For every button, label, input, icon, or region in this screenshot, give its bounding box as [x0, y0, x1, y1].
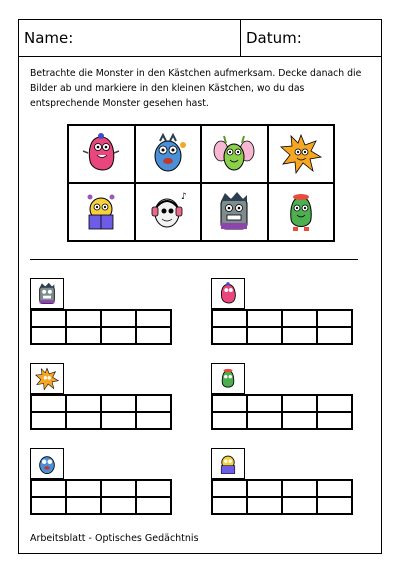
answer-grid — [30, 479, 172, 515]
name-field[interactable] — [19, 20, 241, 56]
header-table — [18, 19, 382, 57]
answer-box[interactable] — [66, 395, 101, 412]
answer-box[interactable] — [317, 412, 352, 429]
monster-cell-6 — [135, 183, 202, 241]
answer-box[interactable] — [136, 327, 171, 344]
blue-monster-icon — [34, 451, 60, 477]
yellow-reading-monster-icon — [78, 189, 124, 235]
name-label: Name: — [24, 29, 74, 47]
answer-box[interactable] — [31, 412, 66, 429]
monster-cell-4 — [268, 125, 335, 183]
task-grey-monster — [30, 278, 172, 345]
task-pink-monster — [211, 278, 353, 345]
answer-box[interactable] — [317, 395, 352, 412]
answer-box[interactable] — [66, 412, 101, 429]
answer-box[interactable] — [31, 327, 66, 344]
answer-box[interactable] — [317, 480, 352, 497]
pink-monster-icon — [78, 131, 124, 177]
monster-cell-3 — [201, 125, 268, 183]
answer-box[interactable] — [101, 310, 136, 327]
grey-monster-icon — [34, 281, 60, 307]
answer-grid — [211, 394, 353, 430]
answer-box[interactable] — [247, 480, 282, 497]
task-thumbnail — [30, 448, 64, 479]
answer-box[interactable] — [101, 497, 136, 514]
instructions-text: Betrachte die Monster in den Kästchen aufmerksam. Decke danach die Bilder ab und markiere in den kleinen Kästchen, wo du das entsprechende Monster gesehen hast. — [30, 68, 362, 109]
answer-box[interactable] — [31, 395, 66, 412]
divider-line — [30, 259, 358, 260]
task-green-cactus-monster — [211, 363, 353, 430]
answer-box[interactable] — [66, 497, 101, 514]
monster-cell-2 — [135, 125, 202, 183]
task-thumbnail — [211, 448, 245, 479]
answer-box[interactable] — [282, 412, 317, 429]
answer-box[interactable] — [136, 497, 171, 514]
monster-cell-8 — [268, 183, 335, 241]
monster-cell-5 — [68, 183, 135, 241]
task-thumbnail — [211, 363, 245, 394]
task-thumbnail — [30, 363, 64, 394]
answer-box[interactable] — [282, 480, 317, 497]
answer-grid — [211, 309, 353, 345]
answer-box[interactable] — [247, 327, 282, 344]
blue-monster-icon — [145, 131, 191, 177]
answer-box[interactable] — [317, 497, 352, 514]
date-field[interactable] — [241, 20, 381, 56]
answer-box[interactable] — [247, 310, 282, 327]
answer-box[interactable] — [101, 327, 136, 344]
answer-box[interactable] — [247, 497, 282, 514]
answer-box[interactable] — [247, 395, 282, 412]
monster-cell-1 — [68, 125, 135, 183]
answer-box[interactable] — [212, 327, 247, 344]
answer-box[interactable] — [282, 395, 317, 412]
monster-grid — [67, 124, 335, 242]
answer-box[interactable] — [66, 480, 101, 497]
answer-box[interactable] — [317, 310, 352, 327]
date-label: Datum: — [246, 29, 302, 47]
answer-box[interactable] — [212, 480, 247, 497]
task-yellow-reading-monster — [211, 448, 353, 515]
answer-box[interactable] — [136, 310, 171, 327]
green-cactus-monster-icon — [215, 366, 241, 392]
answer-box[interactable] — [101, 480, 136, 497]
answer-box[interactable] — [101, 412, 136, 429]
answer-box[interactable] — [66, 327, 101, 344]
answer-box[interactable] — [136, 412, 171, 429]
answer-box[interactable] — [212, 412, 247, 429]
svg-text:♪: ♪ — [180, 192, 187, 202]
green-cactus-monster-icon — [278, 189, 324, 235]
headphone-monster-icon — [145, 189, 191, 235]
pink-monster-icon — [215, 281, 241, 307]
answer-box[interactable] — [31, 480, 66, 497]
answer-box[interactable] — [101, 395, 136, 412]
answer-box[interactable] — [212, 497, 247, 514]
task-thumbnail — [211, 278, 245, 309]
green-fairy-monster-icon — [211, 131, 257, 177]
answer-box[interactable] — [212, 310, 247, 327]
yellow-reading-monster-icon — [215, 451, 241, 477]
answer-box[interactable] — [212, 395, 247, 412]
monster-cell-7 — [201, 183, 268, 241]
answer-grid — [30, 394, 172, 430]
answer-box[interactable] — [31, 310, 66, 327]
footer-title: Arbeitsblatt - Optisches Gedächtnis — [30, 533, 199, 544]
answer-box[interactable] — [66, 310, 101, 327]
answer-box[interactable] — [317, 327, 352, 344]
answer-box[interactable] — [247, 412, 282, 429]
answer-box[interactable] — [136, 480, 171, 497]
task-orange-spiky-monster — [30, 363, 172, 430]
answer-box[interactable] — [282, 310, 317, 327]
answer-box[interactable] — [282, 497, 317, 514]
orange-spiky-monster-icon — [278, 131, 324, 177]
orange-spiky-monster-icon — [34, 366, 60, 392]
task-thumbnail — [30, 278, 64, 309]
answer-grid — [30, 309, 172, 345]
task-blue-monster — [30, 448, 172, 515]
answer-box[interactable] — [282, 327, 317, 344]
answer-box[interactable] — [31, 497, 66, 514]
answer-box[interactable] — [136, 395, 171, 412]
answer-grid — [211, 479, 353, 515]
grey-monster-icon — [211, 189, 257, 235]
